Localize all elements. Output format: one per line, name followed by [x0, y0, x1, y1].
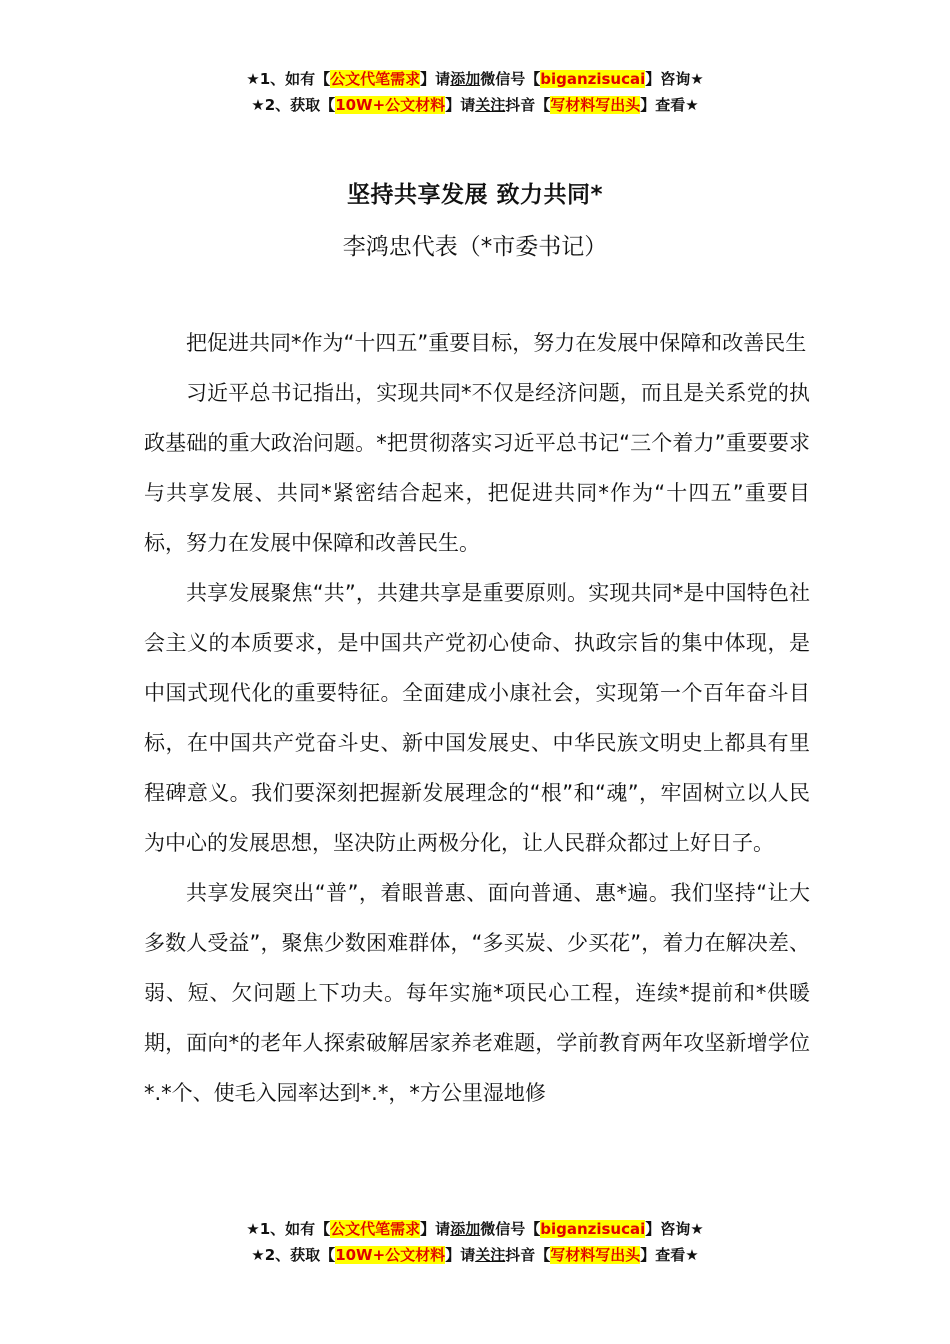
paragraph: 共享发展聚焦“共”，共建共享是重要原则。实现共同*是中国特色社会主义的本质要求，是中国共产党初心使命、执政宗旨的集中体现，是中国式现代化的重要特征。全面建成小康社会，实现第一个百年奋斗目标，在中国共产党奋斗史、新中国发展史、中华民族文明史上都具有里程碑意义。我们要深刻把握新发展理念的“根”和“魂”，牢固树立以人民为中心的发展思想，坚决防止两极分化，让人民群众都过上好日子。 [144, 581, 810, 855]
promo-highlight: 公文代笔需求 [330, 70, 421, 88]
promo-text: 】查看★ [640, 1246, 699, 1264]
promo-underlined: 添加 [450, 1220, 481, 1238]
promo-banner-bottom [0, 1216, 950, 1268]
promo-text: 抖音【 [505, 96, 551, 114]
promo-text: 微信号【 [480, 1220, 541, 1238]
promo-highlight: 公文代笔需求 [330, 1220, 421, 1238]
document-author: 李鸿忠代表（*市委书记） [342, 234, 608, 260]
promo-wechat-id: biganzisucai [540, 70, 646, 88]
promo-underlined: 关注 [475, 96, 506, 114]
promo-banner-top [0, 66, 950, 118]
promo-highlight: 10W+公文材料 [335, 1246, 446, 1264]
promo-text: 】请 [445, 1246, 476, 1264]
promo-text: 】咨询★ [645, 1220, 704, 1238]
promo-text: 】查看★ [640, 96, 699, 114]
promo-douyin-id: 写材料写出头 [550, 96, 641, 114]
promo-underlined: 添加 [450, 70, 481, 88]
promo-text: ★2、获取【 [251, 1246, 336, 1264]
promo-line-2 [0, 92, 950, 118]
document-title: 坚持共享发展 致力共同* [346, 182, 604, 208]
paragraph: 共享发展突出“普”，着眼普惠、面向普通、惠*遍。我们坚持“让大多数人受益”，聚焦少数困难群体，“多买炭、少买花”，着力在解决差、弱、短、欠问题上下功夫。每年实施*项民心工程，连续*提前和*供暖期，面向*的老年人探索破解居家养老难题，学前教育两年攻坚新增学位*.*个、使毛入园率达到*.*，*方公里湿地修 [144, 881, 810, 1105]
document-body [144, 318, 810, 1118]
promo-text: ★1、如有【 [246, 1220, 331, 1238]
paragraph: 把促进共同*作为“十四五”重要目标，努力在发展中保障和改善民生 [186, 331, 807, 355]
promo-text: 】请 [420, 1220, 451, 1238]
promo-text: 】请 [420, 70, 451, 88]
promo-text: 抖音【 [505, 1246, 551, 1264]
promo-wechat-id: biganzisucai [540, 1220, 646, 1238]
promo-text: ★1、如有【 [246, 70, 331, 88]
promo-line-2 [0, 1242, 950, 1268]
promo-text: 】咨询★ [645, 70, 704, 88]
promo-line-1 [0, 66, 950, 92]
promo-line-1 [0, 1216, 950, 1242]
promo-text: ★2、获取【 [251, 96, 336, 114]
paragraph: 习近平总书记指出，实现共同*不仅是经济问题，而且是关系党的执政基础的重大政治问题。*把贯彻落实习近平总书记“三个着力”重要要求与共享发展、共同*紧密结合起来，把促进共同*作为“十四五”重要目标，努力在发展中保障和改善民生。 [144, 381, 810, 555]
promo-highlight: 10W+公文材料 [335, 96, 446, 114]
promo-text: 】请 [445, 96, 476, 114]
promo-text: 微信号【 [480, 70, 541, 88]
promo-underlined: 关注 [475, 1246, 506, 1264]
promo-douyin-id: 写材料写出头 [550, 1246, 641, 1264]
